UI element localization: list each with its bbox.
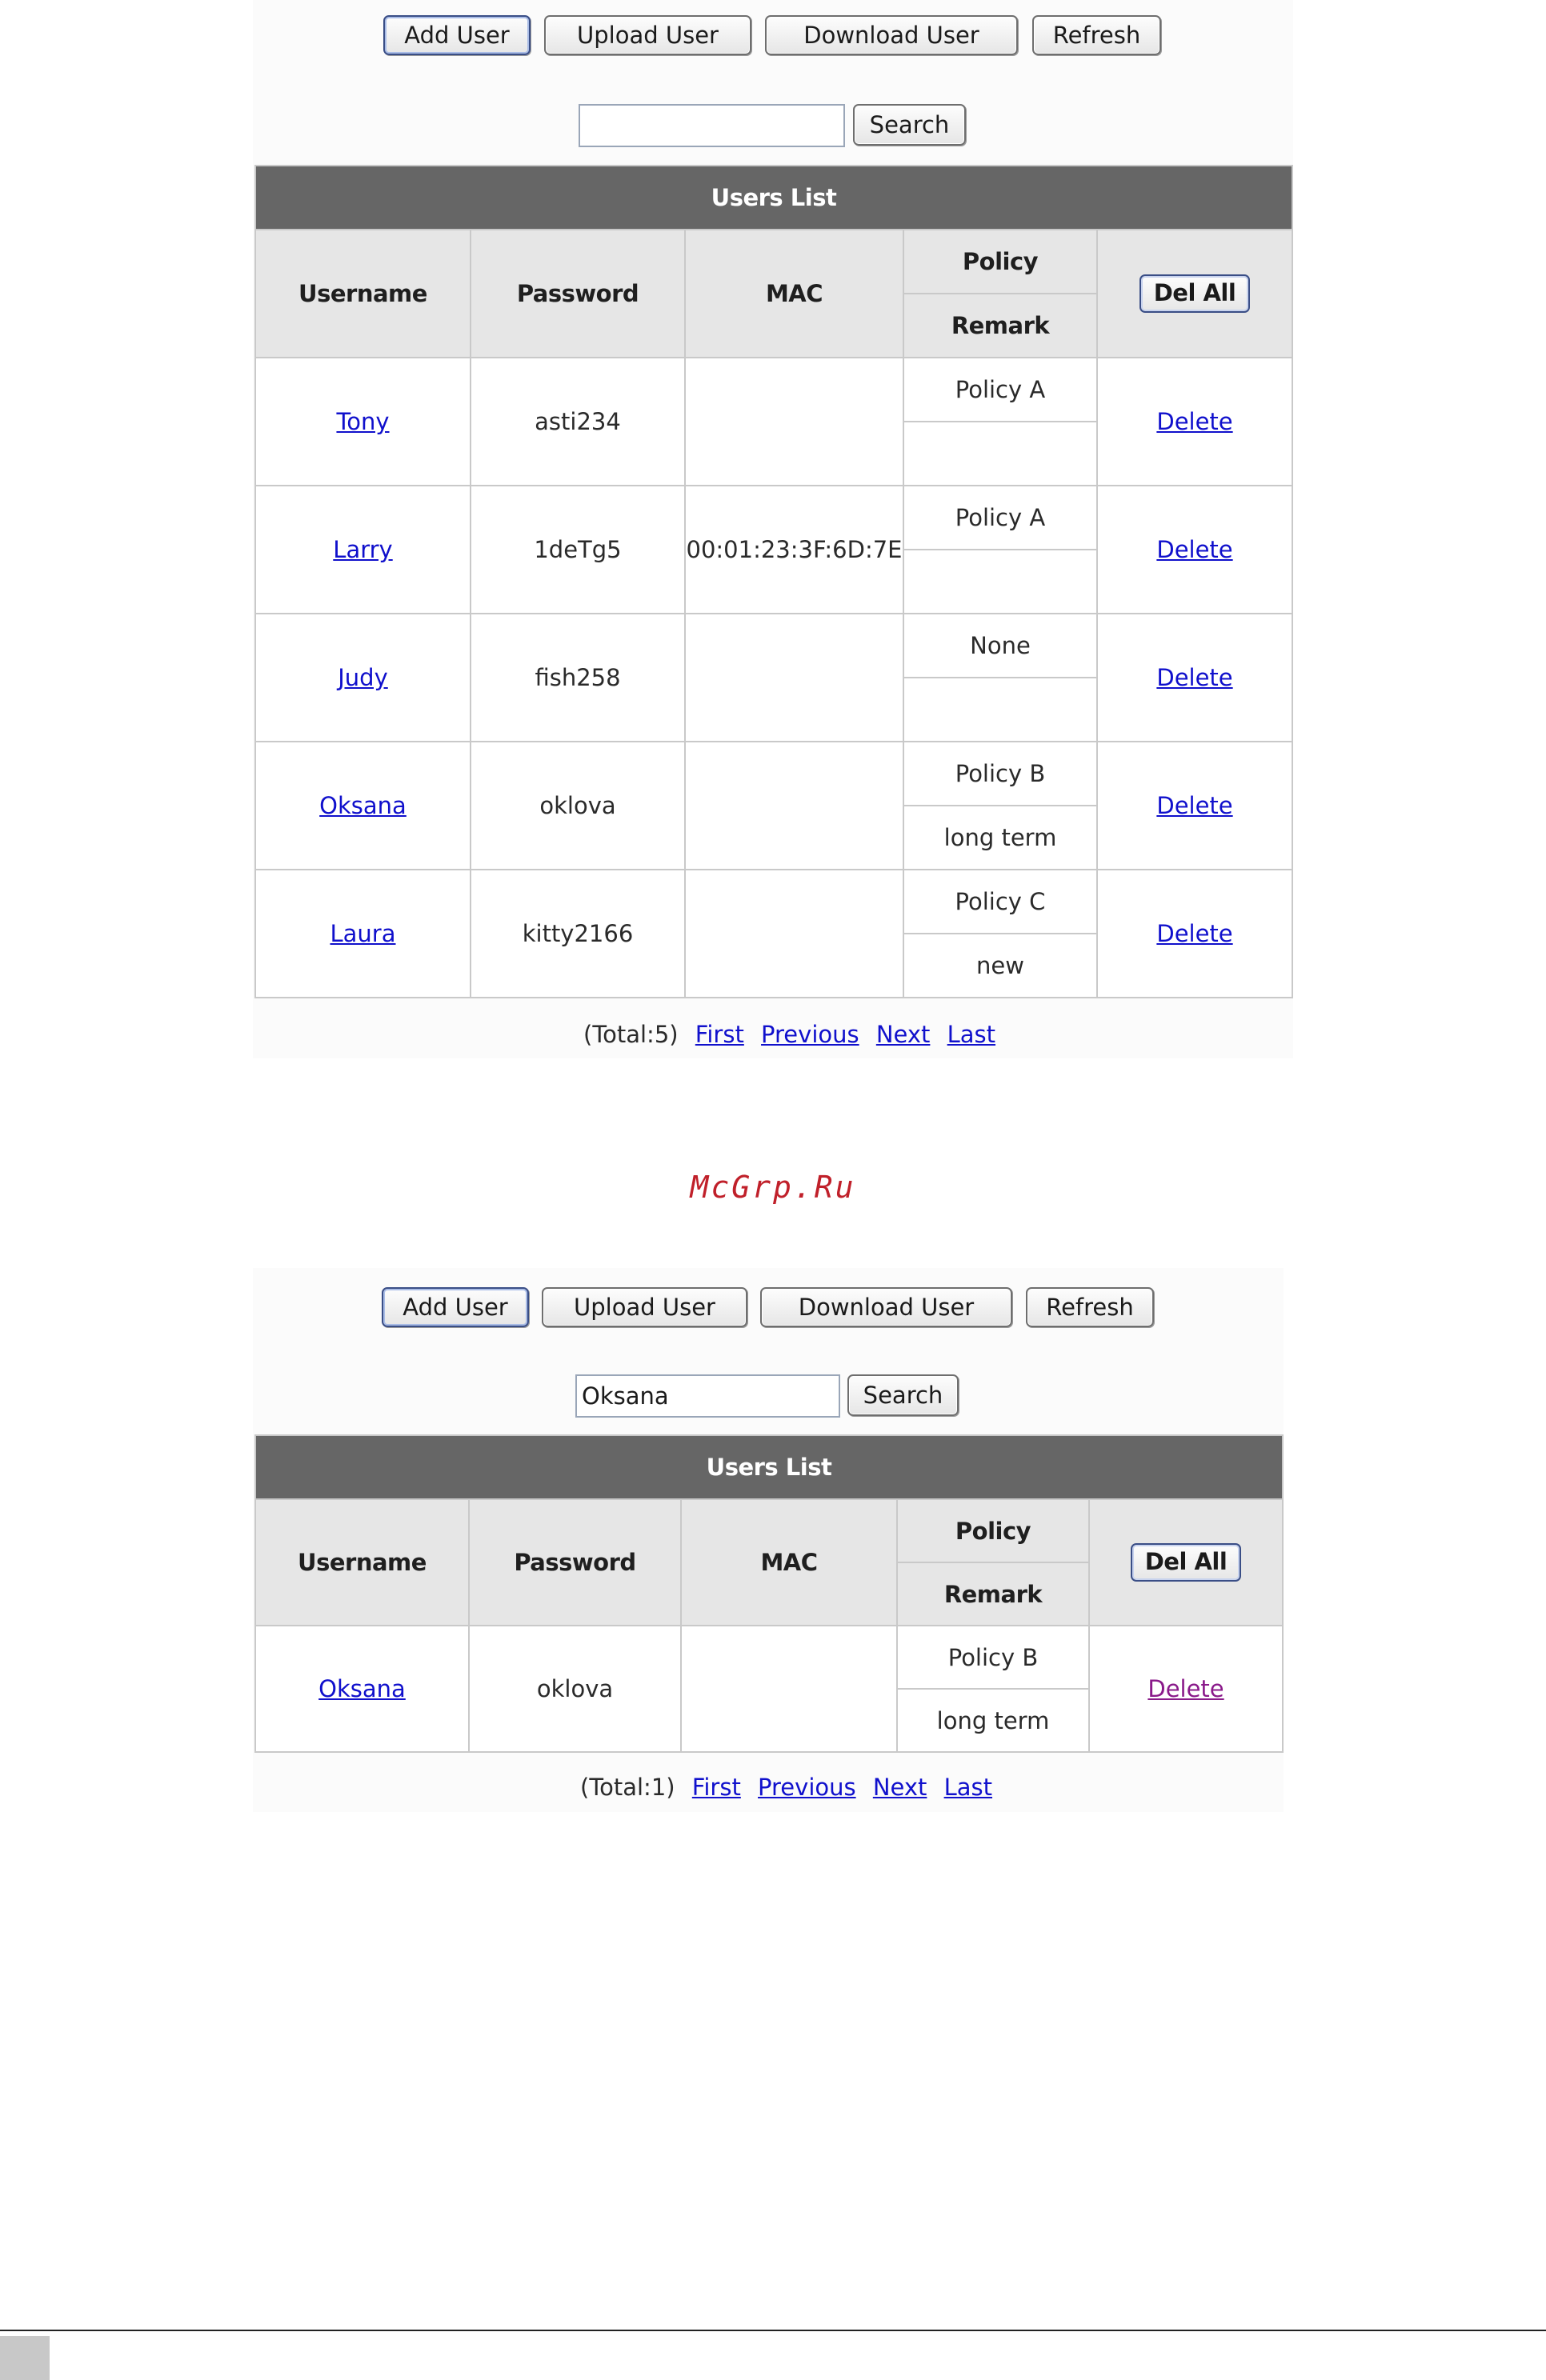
last-page-link[interactable]: Last [943,1774,993,1801]
mac-column-header: MAC [681,1499,897,1626]
first-page-link[interactable]: First [695,1021,744,1048]
watermark: McGrp.Ru [690,1170,856,1205]
username-cell [255,614,471,742]
delete-link[interactable]: Delete [1156,920,1233,947]
next-page-link[interactable]: Next [875,1021,931,1048]
delete-link[interactable]: Delete [1147,1675,1224,1702]
last-page-link[interactable]: Last [947,1021,996,1048]
password-cell: oklova [471,742,685,870]
remark-cell: long term [897,1689,1089,1752]
users-list-table [254,1434,1284,1753]
username-cell [255,358,471,486]
users-list-title: Users List [255,166,1292,230]
username-cell [255,486,471,614]
mac-cell [681,1626,897,1752]
upload-user-button[interactable]: Upload User [542,1287,747,1327]
delete-link[interactable]: Delete [1156,664,1233,691]
add-user-button[interactable]: Add User [383,15,531,55]
username-cell [255,870,471,998]
footer-divider [0,2330,1546,2331]
username-cell [255,1626,469,1752]
pagination [580,1774,1002,1801]
next-page-link[interactable]: Next [872,1774,927,1801]
policy-cell: Policy B [897,1626,1089,1689]
password-cell: oklova [469,1626,681,1752]
del-all-header-cell [1097,230,1292,358]
action-cell [1097,486,1292,614]
action-cell [1089,1626,1283,1752]
policy-cell: Policy C [903,870,1097,934]
total-count: (Total:1) [580,1774,675,1801]
remark-cell [903,678,1097,742]
username-column-header: Username [255,230,471,358]
del-all-button[interactable]: Del All [1139,274,1251,313]
mac-cell [685,358,903,486]
footer-page-marker [0,2336,50,2380]
users-list-table [254,165,1293,998]
users-list-title: Users List [255,1435,1283,1499]
policy-column-header: Policy [903,230,1097,294]
remark-cell [903,422,1097,486]
username-link[interactable]: Larry [333,536,393,563]
add-user-button[interactable]: Add User [382,1287,529,1327]
remark-column-header: Remark [897,1562,1089,1626]
password-cell: fish258 [471,614,685,742]
username-link[interactable]: Judy [338,664,388,691]
remark-cell: long term [903,806,1097,870]
password-cell: 1deTg5 [471,486,685,614]
username-link[interactable]: Laura [330,920,396,947]
total-count: (Total:5) [583,1021,679,1048]
username-link[interactable]: Tony [336,408,390,435]
password-column-header: Password [469,1499,681,1626]
username-link[interactable]: Oksana [318,1675,406,1702]
mac-column-header: MAC [685,230,903,358]
username-cell [255,742,471,870]
password-column-header: Password [471,230,685,358]
password-cell: kitty2166 [471,870,685,998]
policy-cell: Policy A [903,358,1097,422]
delete-link[interactable]: Delete [1156,536,1233,563]
username-link[interactable]: Oksana [319,792,407,819]
mac-cell: 00:01:23:3F:6D:7E [685,486,903,614]
refresh-button[interactable]: Refresh [1032,15,1161,55]
action-cell [1097,614,1292,742]
delete-link[interactable]: Delete [1156,792,1233,819]
remark-cell: new [903,934,1097,998]
action-cell [1097,358,1292,486]
download-user-button[interactable]: Download User [765,15,1018,55]
delete-link[interactable]: Delete [1156,408,1233,435]
mac-cell [685,742,903,870]
pagination [583,1021,1005,1048]
password-cell: asti234 [471,358,685,486]
mac-cell [685,870,903,998]
del-all-button[interactable]: Del All [1131,1543,1242,1582]
policy-column-header: Policy [897,1499,1089,1562]
username-column-header: Username [255,1499,469,1626]
search-input[interactable] [575,1374,840,1418]
policy-cell: Policy B [903,742,1097,806]
policy-cell: None [903,614,1097,678]
upload-user-button[interactable]: Upload User [544,15,751,55]
del-all-header-cell [1089,1499,1283,1626]
search-button[interactable]: Search [847,1374,959,1416]
remark-cell [903,550,1097,614]
remark-column-header: Remark [903,294,1097,358]
action-cell [1097,870,1292,998]
download-user-button[interactable]: Download User [760,1287,1012,1327]
policy-cell: Policy A [903,486,1097,550]
first-page-link[interactable]: First [691,1774,741,1801]
action-cell [1097,742,1292,870]
refresh-button[interactable]: Refresh [1026,1287,1154,1327]
mac-cell [685,614,903,742]
previous-page-link[interactable]: Previous [758,1774,856,1801]
previous-page-link[interactable]: Previous [761,1021,859,1048]
search-button[interactable]: Search [853,104,966,146]
search-input[interactable] [579,104,845,147]
